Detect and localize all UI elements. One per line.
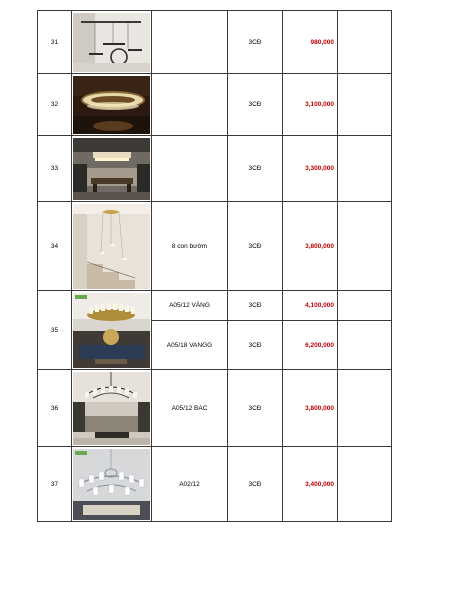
black-arm-chandelier-living-room-photo (73, 372, 150, 445)
note-cell (338, 202, 392, 291)
product-code: A05/18 VANGG (152, 321, 228, 370)
table-row (38, 370, 392, 447)
note-cell (338, 291, 392, 321)
table-row (38, 447, 392, 522)
note-cell (338, 370, 392, 447)
price: 3,300,000 (283, 136, 338, 202)
price: 3,800,000 (283, 370, 338, 447)
price: 980,000 (283, 11, 338, 74)
product-code: A05/12 VÀNG (152, 291, 228, 321)
product-code: A05/12 BAC (152, 370, 228, 447)
price: 3,400,000 (283, 447, 338, 522)
table-row (38, 11, 392, 74)
product-code: 8 con bướm (152, 202, 228, 291)
note-cell (338, 11, 392, 74)
product-image (72, 202, 152, 291)
note-cell (338, 74, 392, 136)
product-code (152, 136, 228, 202)
unit: 3CĐ (228, 202, 283, 291)
row-number: 33 (38, 136, 72, 202)
stairwell-butterfly-pendant-photo (73, 204, 150, 289)
price-table (37, 10, 392, 522)
price: 6,200,000 (283, 321, 338, 370)
table-row (38, 202, 392, 291)
price: 3,100,000 (283, 74, 338, 136)
product-code: A02/12 (152, 447, 228, 522)
living-room-gold-chandelier-photo (73, 293, 150, 368)
product-image (72, 447, 152, 522)
price: 4,100,000 (283, 291, 338, 321)
silver-crystal-chandelier-photo (73, 449, 150, 520)
product-image (72, 291, 152, 370)
crystal-ring-chandelier-photo (73, 76, 150, 134)
row-number: 36 (38, 370, 72, 447)
row-number: 37 (38, 447, 72, 522)
product-image (72, 136, 152, 202)
product-code (152, 74, 228, 136)
row-number: 32 (38, 74, 72, 136)
row-number: 31 (38, 11, 72, 74)
dining-room-crystal-chandelier-photo (73, 138, 150, 200)
unit: 3CĐ (228, 74, 283, 136)
product-image (72, 11, 152, 74)
unit: 3CĐ (228, 370, 283, 447)
table-row (38, 74, 392, 136)
minimal-ring-pendant-lamp-photo (73, 13, 150, 72)
note-cell (338, 136, 392, 202)
table-row (38, 136, 392, 202)
product-image (72, 370, 152, 447)
row-number: 34 (38, 202, 72, 291)
unit: 3CĐ (228, 291, 283, 321)
unit: 3CĐ (228, 321, 283, 370)
unit: 3CĐ (228, 11, 283, 74)
unit: 3CĐ (228, 136, 283, 202)
table-row (38, 291, 392, 321)
note-cell (338, 447, 392, 522)
row-number: 35 (38, 291, 72, 370)
note-cell (338, 321, 392, 370)
price: 3,800,000 (283, 202, 338, 291)
product-code (152, 11, 228, 74)
product-image (72, 74, 152, 136)
unit: 3CĐ (228, 447, 283, 522)
